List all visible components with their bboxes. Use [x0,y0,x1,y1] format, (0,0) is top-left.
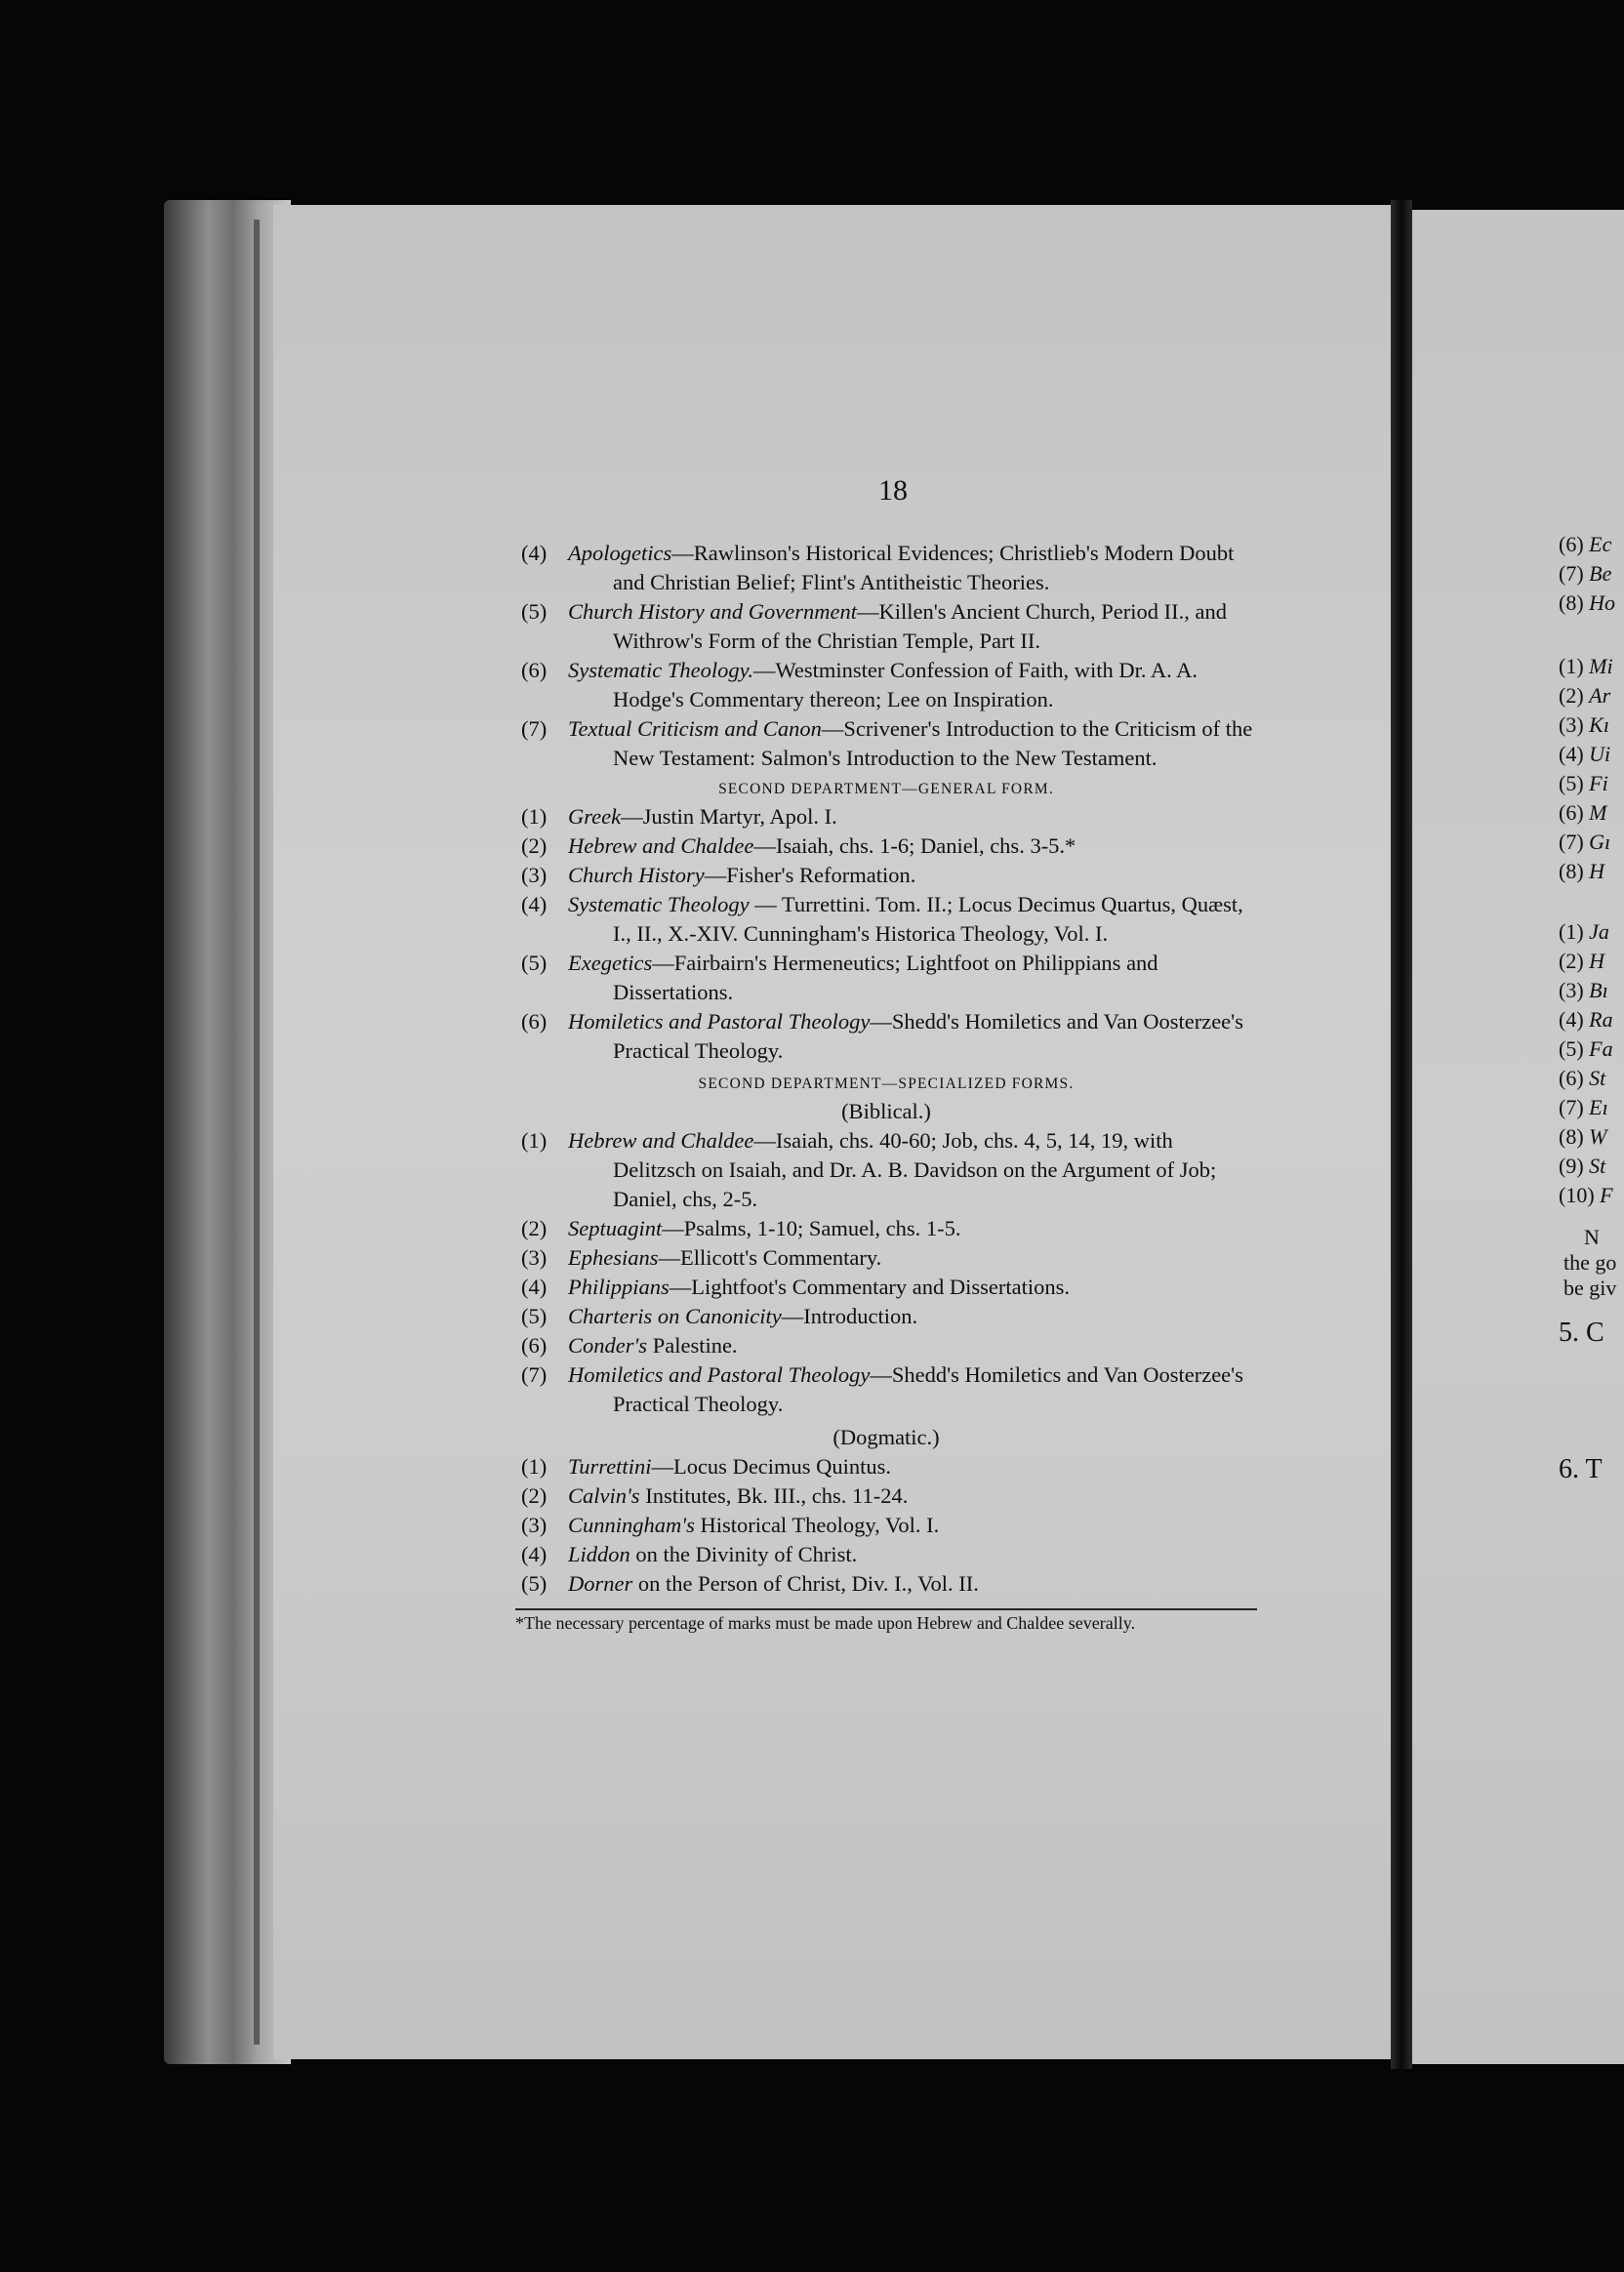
item-readings: Palestine. [647,1333,738,1358]
right-page-number: (10) [1559,1183,1601,1207]
item-readings: Institutes, Bk. III., chs. 11-24. [639,1483,909,1508]
item-subject: Church History and Government [568,599,858,624]
item-number: (5) [521,1304,548,1328]
right-page-fragment: F [1600,1183,1613,1207]
item-subject: Ephesians [568,1245,659,1270]
right-page-line [1559,919,1609,945]
list-item [515,1214,1257,1243]
item-subject: Textual Criticism and Canon [568,716,822,741]
item-readings: —Shedd's Homiletics and Van Oosterzee's Practical Theology. [613,1009,1243,1063]
right-page-number: (4) [1559,1007,1590,1032]
item-subject: Turrettini [568,1454,652,1479]
list-item [515,861,1257,890]
right-page-fragment: Ec [1589,532,1612,556]
right-page-number: (2) [1559,949,1590,973]
right-page-fragment: H [1589,859,1605,883]
item-readings: —Westminster Confession of Faith, with Dr. A. A. Hodge's Commentary thereon; Lee on Inspiration. [613,658,1198,711]
item-number: (6) [521,658,548,682]
list-item [515,832,1257,861]
item-number: (3) [521,863,548,887]
right-page-paragraph-line: the go [1563,1250,1617,1275]
item-subject: Greek [568,804,622,829]
item-readings: —Fairbairn's Hermeneutics; Lightfoot on Philippians and Dissertations. [613,951,1158,1004]
item-readings: —Introduction. [781,1304,918,1328]
item-subject: Exegetics [568,951,653,975]
page-content [515,539,1257,1635]
item-subject: Apologetics [568,541,672,565]
item-readings: —Shedd's Homiletics and Van Oosterzee's Practical Theology. [613,1362,1243,1416]
item-subject: Homiletics and Pastoral Theology [568,1009,871,1034]
page-edges [164,200,291,2064]
list-item [515,1331,1257,1360]
right-page-line [1559,1036,1613,1062]
right-page-line [1559,712,1609,738]
item-number: (5) [521,599,548,624]
right-page-number: (3) [1559,712,1590,737]
item-subject: Philippians [568,1275,670,1299]
right-page-number: (1) [1559,654,1590,678]
item-number: (4) [521,892,548,916]
right-page-number: (8) [1559,1124,1590,1149]
right-page-line [1559,532,1611,557]
right-page-number: (7) [1559,1095,1590,1119]
list-item [515,1360,1257,1419]
right-page-number: (9) [1559,1154,1590,1178]
item-number: (4) [521,1542,548,1566]
item-readings: —Lightfoot's Commentary and Dissertations. [669,1275,1071,1299]
right-page-fragment: Ui [1589,742,1611,766]
right-page-fragment: Fa [1589,1036,1613,1061]
right-page-line [1559,1154,1605,1179]
right-page-number: (3) [1559,978,1590,1002]
item-readings: on the Person of Christ, Div. I., Vol. II. [632,1571,979,1596]
right-page-section-6: 6. T [1559,1454,1603,1484]
item-readings: —Isaiah, chs. 1-6; Daniel, chs. 3-5.* [753,833,1076,858]
list-item [515,1540,1257,1569]
item-subject: Homiletics and Pastoral Theology [568,1362,871,1387]
list-item [515,802,1257,832]
right-page-number: (7) [1559,561,1590,586]
right-page-line [1559,1124,1606,1150]
right-page-fragment: Ja [1589,919,1609,944]
item-number: (3) [521,1513,548,1537]
right-page-number: (7) [1559,830,1590,854]
right-page-fragment: Be [1589,561,1612,586]
right-page-number: (1) [1559,919,1590,944]
list-item [515,1481,1257,1511]
book-gutter [1391,200,1412,2069]
right-page-fragment: Ho [1589,590,1616,615]
item-number: (7) [521,716,548,741]
list-item [515,714,1257,773]
item-number: (2) [521,1216,548,1240]
right-page-line [1559,949,1604,974]
right-page-line [1559,830,1610,855]
item-readings: on the Divinity of Christ. [629,1542,858,1566]
right-page-number: (8) [1559,859,1590,883]
list-item [515,1126,1257,1214]
item-readings: —Justin Martyr, Apol. I. [621,804,837,829]
right-page-fragment: Mi [1589,654,1613,678]
item-number: (2) [521,1483,548,1508]
right-page-number: (8) [1559,590,1590,615]
right-page-number: (5) [1559,1036,1590,1061]
right-page-number: (4) [1559,742,1590,766]
right-page-line [1559,859,1604,884]
list-item [515,1511,1257,1540]
right-page-line [1559,771,1608,796]
item-number: (6) [521,1333,548,1358]
right-page-fragment: H [1589,949,1605,973]
right-page-line [1559,1066,1605,1091]
item-number: (3) [521,1245,548,1270]
right-page-fragment: Fi [1589,771,1608,795]
item-readings: —Rawlinson's Historical Evidences; Christlieb's Modern Doubt and Christian Belief; Flint's Antitheistic Theories. [613,541,1235,594]
heading-general-form: SECOND DEPARTMENT—GENERAL FORM. [718,781,1054,797]
right-page-fragment: Bı [1589,978,1608,1002]
right-page-line [1559,1095,1608,1120]
item-number: (4) [521,541,548,565]
heading-specialized-forms: SECOND DEPARTMENT—SPECIALIZED FORMS. [698,1075,1075,1092]
item-number: (4) [521,1275,548,1299]
list-item [515,1007,1257,1066]
right-page-line [1559,1183,1613,1208]
item-subject: Church History [568,863,705,887]
right-page-fragment: Ra [1589,1007,1613,1032]
right-page-number: (6) [1559,532,1590,556]
item-subject: Hebrew and Chaldee [568,833,754,858]
right-page-fragment: Kı [1589,712,1609,737]
right-page-number: (6) [1559,800,1590,825]
list-item [515,1569,1257,1599]
list-item [515,539,1257,597]
right-page-line [1559,1007,1613,1033]
item-number: (6) [521,1009,548,1034]
item-readings: —Killen's Ancient Church, Period II., and Withrow's Form of the Christian Temple, Part II. [613,599,1227,653]
list-item [515,890,1257,949]
right-page-line [1559,654,1613,679]
list-item [515,656,1257,714]
right-page-line [1559,742,1610,767]
right-page-line [1559,800,1606,826]
item-number: (2) [521,833,548,858]
right-page-paragraph-line: N [1584,1225,1600,1249]
item-subject: Liddon [568,1542,630,1566]
footnote: *The necessary percentage of marks must be made upon Hebrew and Chaldee severally. [515,1613,1136,1633]
dogmatic-label: (Dogmatic.) [832,1425,940,1449]
right-page-number: (6) [1559,1066,1590,1090]
course-list-first [515,539,1257,773]
right-page-section-5: 5. C [1559,1318,1604,1348]
item-readings: —Scrivener's Introduction to the Criticism of the New Testament: Salmon's Introduction to the New Testament. [613,716,1253,770]
right-page-fragment: Gı [1589,830,1611,854]
item-subject: Charteris on Canonicity [568,1304,782,1328]
list-item [515,1302,1257,1331]
right-page-line [1559,590,1615,616]
item-number: (7) [521,1362,548,1387]
list-item [515,1273,1257,1302]
item-readings: —Psalms, 1-10; Samuel, chs. 1-5. [662,1216,961,1240]
list-item [515,597,1257,656]
right-page-paragraph-line: be giv [1563,1276,1617,1300]
page-number: 18 [878,474,908,507]
item-number: (1) [521,1454,548,1479]
right-page-line [1559,683,1610,709]
item-readings: —Fisher's Reformation. [704,863,916,887]
item-number: (5) [521,1571,548,1596]
item-readings: —Isaiah, chs. 40-60; Job, chs. 4, 5, 14, 19, with Delitzsch on Isaiah, and Dr. A. B. Davidson on the Argument of Job; Daniel, chs, 2-5. [613,1128,1217,1211]
right-page-fragment: St [1589,1066,1606,1090]
item-subject: Conder's [568,1333,648,1358]
item-readings: —Ellicott's Commentary. [658,1245,882,1270]
item-subject: Dorner [568,1571,633,1596]
item-subject: Hebrew and Chaldee [568,1128,754,1153]
course-list-dogmatic [515,1452,1257,1599]
item-readings: Historical Theology, Vol. I. [694,1513,940,1537]
item-subject: Cunningham's [568,1513,695,1537]
right-page-fragment: M [1589,800,1607,825]
right-page-fragment: St [1589,1154,1606,1178]
right-page-number: (5) [1559,771,1590,795]
course-list-general [515,802,1257,1066]
item-readings: —Locus Decimus Quintus. [651,1454,892,1479]
right-page-line [1559,978,1608,1003]
list-item [515,1243,1257,1273]
course-list-biblical [515,1126,1257,1419]
item-number: (1) [521,804,548,829]
right-page-number: (2) [1559,683,1590,708]
right-page-fragment: W [1589,1124,1607,1149]
item-number: (1) [521,1128,548,1153]
list-item [515,949,1257,1007]
right-page-fragment: Eı [1589,1095,1608,1119]
biblical-label: (Biblical.) [841,1099,931,1123]
item-subject: Calvin's [568,1483,640,1508]
item-readings: — Turrettini. Tom. II.; Locus Decimus Quartus, Quæst, I., II., X.-XIV. Cunningham's Historica Theology, Vol. I. [613,892,1243,946]
item-number: (5) [521,951,548,975]
right-page-fragment: Ar [1589,683,1611,708]
item-subject: Septuagint [568,1216,663,1240]
right-page [1412,210,1624,2064]
item-subject: Systematic Theology. [568,658,753,682]
list-item [515,1452,1257,1481]
item-subject: Systematic Theology [568,892,750,916]
right-page-line [1559,561,1611,587]
